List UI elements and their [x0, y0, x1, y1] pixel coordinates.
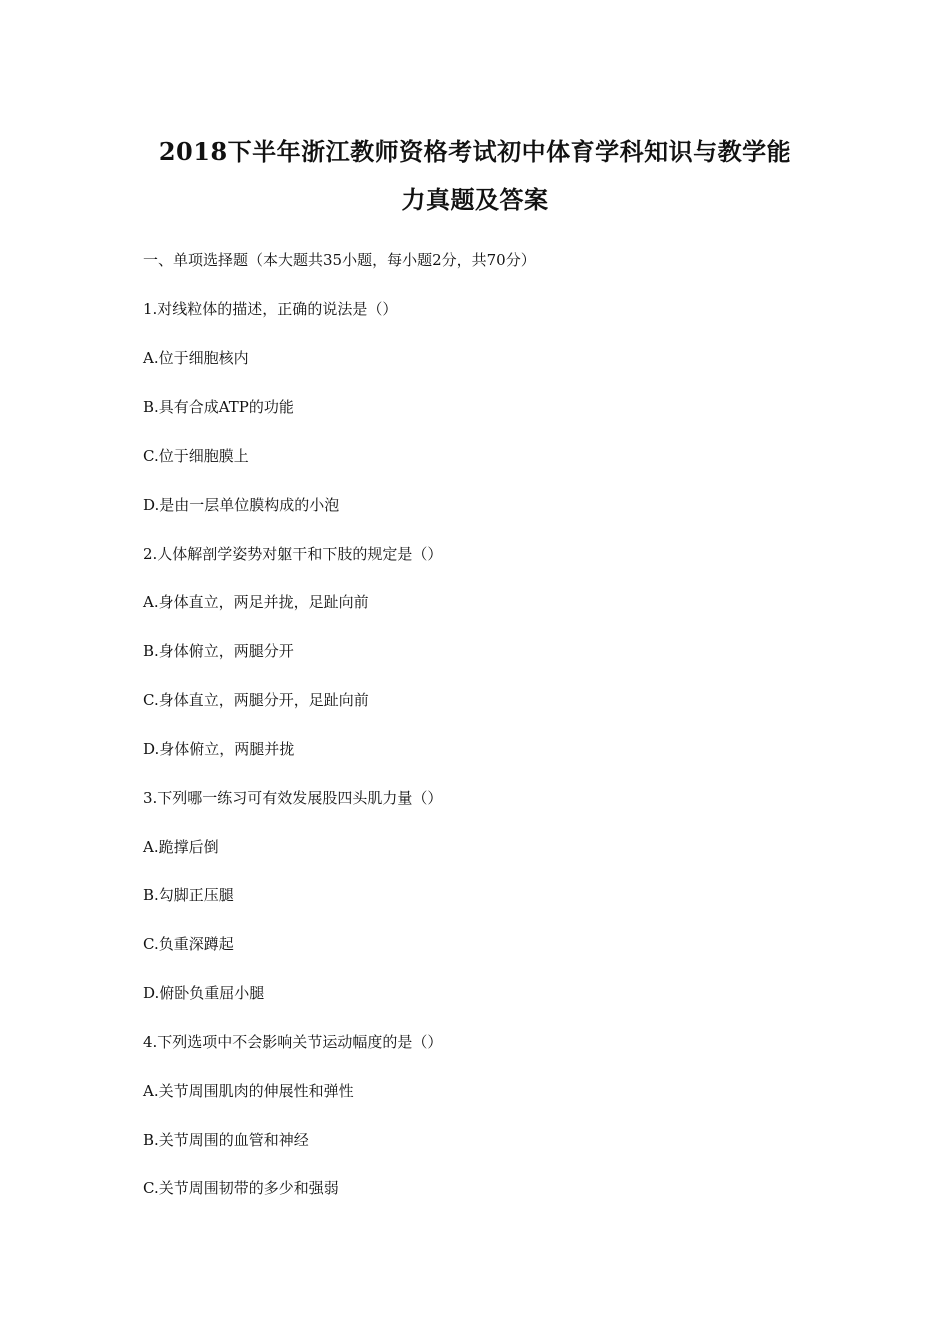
page-title-line-2: 力真题及答案	[401, 185, 549, 214]
question-3-option-a: A.跪撑后倒	[143, 838, 219, 856]
question-4-option-b: B.关节周围的血管和神经	[143, 1131, 309, 1149]
question-2-option-a: A.身体直立，两足并拢，足趾向前	[143, 593, 369, 611]
question-1-option-b: B.具有合成ATP的功能	[143, 398, 294, 416]
question-2-option-b: B.身体俯立，两腿分开	[143, 642, 294, 660]
question-1-option-a: A.位于细胞核内	[143, 349, 249, 367]
question-4-option-c: C.关节周围韧带的多少和强弱	[143, 1179, 339, 1197]
section-heading: 一、单项选择题（本大题共35小题，每小题2分，共70分）	[143, 251, 536, 269]
question-3-option-d: D.俯卧负重屈小腿	[143, 984, 265, 1002]
question-3-option-c: C.负重深蹲起	[143, 935, 234, 953]
question-1: 1.对线粒体的描述，正确的说法是（）	[143, 300, 398, 318]
question-4: 4.下列选项中不会影响关节运动幅度的是（）	[143, 1033, 443, 1051]
question-1-option-d: D.是由一层单位膜构成的小泡	[143, 496, 340, 514]
question-2-option-d: D.身体俯立，两腿并拢	[143, 740, 295, 758]
question-2-option-c: C.身体直立，两腿分开，足趾向前	[143, 691, 369, 709]
question-4-option-a: A.关节周围肌肉的伸展性和弹性	[143, 1082, 354, 1100]
page-title-line-1: 2018下半年浙江教师资格考试初中体育学科知识与教学能	[158, 137, 792, 166]
question-3: 3.下列哪一练习可有效发展股四头肌力量（）	[143, 789, 443, 807]
question-2: 2.人体解剖学姿势对躯干和下肢的规定是（）	[143, 545, 443, 563]
question-1-option-c: C.位于细胞膜上	[143, 447, 249, 465]
question-3-option-b: B.勾脚正压腿	[143, 886, 234, 904]
